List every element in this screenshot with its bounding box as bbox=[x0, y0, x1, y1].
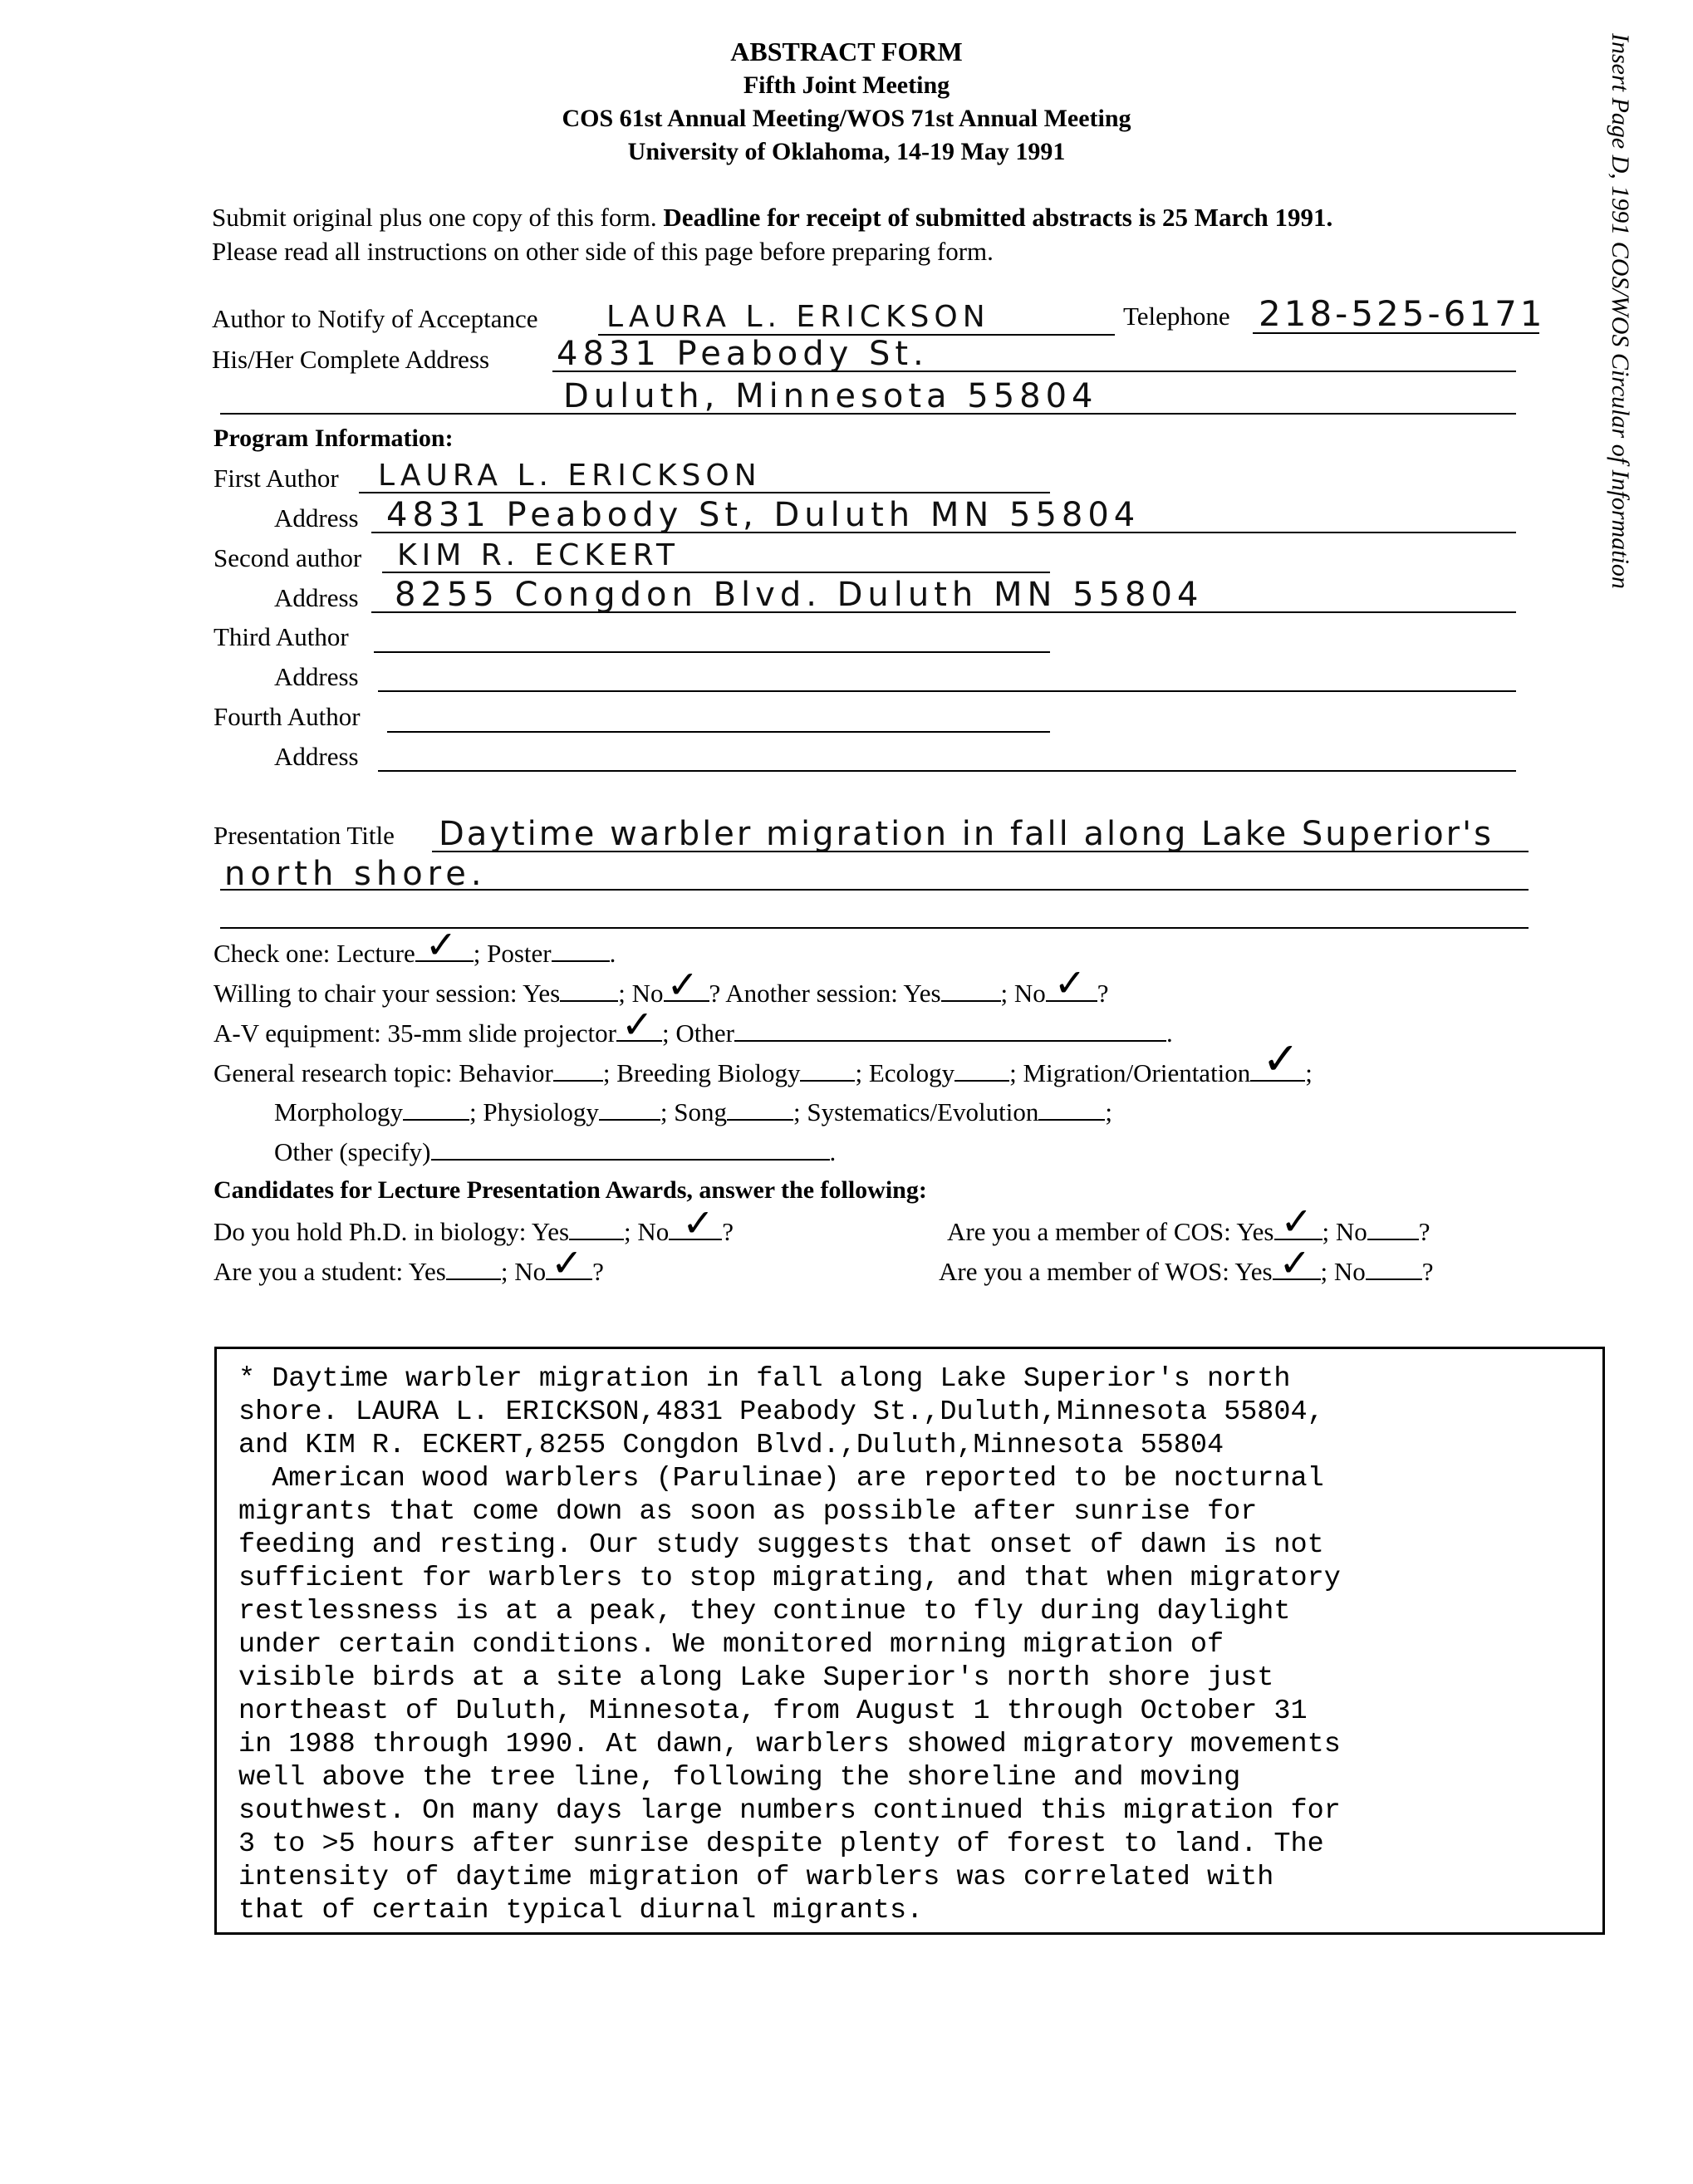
student-label: Are you a student: Yes bbox=[213, 1257, 446, 1286]
wos-no-label: ; No bbox=[1320, 1257, 1366, 1286]
phd-label: Do you hold Ph.D. in biology: Yes bbox=[213, 1217, 570, 1246]
check-one-row bbox=[213, 922, 616, 969]
cos-label: Are you a member of COS: Yes bbox=[947, 1217, 1274, 1246]
wos-yes-field[interactable] bbox=[1273, 1240, 1321, 1285]
side-note: Insert Page D, 1991 COS/WOS Circular of Information bbox=[1607, 33, 1634, 589]
behavior-field[interactable] bbox=[553, 1057, 603, 1082]
migration-field[interactable] bbox=[1250, 1033, 1305, 1085]
author-notify-label: Author to Notify of Acceptance bbox=[212, 304, 538, 333]
wos-qmark: ? bbox=[1421, 1257, 1434, 1286]
phd-qmark: ? bbox=[722, 1217, 734, 1246]
complete-address-value-2: Duluth, Minnesota 55804 bbox=[563, 377, 1098, 415]
cos-yes-field[interactable] bbox=[1274, 1199, 1323, 1244]
student-qmark: ? bbox=[592, 1257, 604, 1286]
abstract-text: * Daytime warbler migration in fall along Lake Superior's north shore. LAURA L. ERICKSON,4831 Peabody St.,Duluth,Minnesota 55804, and KIM R. ECKERT,8255 Congdon Blvd.,Duluth,Minnesota 55804 American wood warblers (Parulinae) are reported to be nocturnal migrants that come down as soon as possible after sunrise for feeding and resting. Our study suggests that onset of dawn is not sufficient for warblers to stop migrating, and that when migratory restlessness is at a peak, they continue to fly during daylight under certain conditions. We monitored morning migration of visible birds at a site along Lake Superior's north shore just northeast of Duluth, Minnesota, from August 1 through October 31 in 1988 through 1990. At dawn, warblers showed migratory movements well above the tree line, following the shoreline and moving southwest. On many days large numbers continued this migration for 3 to >5 hours after sunrise despite plenty of forest to land. The intensity of daytime migration of warblers was correlated with that of certain typical diurnal migrants. bbox=[238, 1363, 1341, 1926]
another-no-label: ; No bbox=[1000, 979, 1046, 1008]
slide-projector-field[interactable] bbox=[616, 1002, 662, 1047]
lecture-field[interactable] bbox=[415, 922, 474, 967]
migration-check: ✓ bbox=[1262, 1033, 1300, 1085]
chair-session-label: Willing to chair your session: Yes bbox=[213, 979, 561, 1008]
chair-row bbox=[213, 960, 1109, 1009]
first-author-label: First Author bbox=[213, 464, 339, 493]
instructions-line-1 bbox=[212, 202, 1332, 233]
third-author-field[interactable] bbox=[374, 651, 1050, 653]
av-other-field[interactable] bbox=[734, 1017, 1166, 1042]
student-no-field[interactable] bbox=[546, 1240, 592, 1285]
second-address-value: 8255 Congdon Blvd. Duluth MN 55804 bbox=[395, 576, 1204, 614]
second-author-value: KIM R. ECKERT bbox=[397, 538, 680, 572]
other-specify-period: . bbox=[829, 1137, 837, 1166]
meeting-location: University of Oklahoma, 14-19 May 1991 bbox=[627, 138, 1066, 165]
student-no-check: ✓ bbox=[551, 1240, 583, 1285]
research-semicolon-2: ; bbox=[1105, 1097, 1112, 1126]
presentation-title-value-1: Daytime warbler migration in fall along Lake Superior's bbox=[439, 815, 1494, 853]
lecture-label: Lecture bbox=[336, 939, 415, 968]
song-field[interactable] bbox=[727, 1096, 793, 1121]
presentation-title-field-3[interactable] bbox=[220, 927, 1529, 929]
instructions-submit: Submit original plus one copy of this form. bbox=[212, 203, 657, 232]
av-equipment-label: A-V equipment: 35-mm slide projector bbox=[213, 1018, 616, 1048]
song-label: ; Song bbox=[660, 1097, 728, 1126]
phd-no-check: ✓ bbox=[682, 1200, 714, 1245]
another-no-check: ✓ bbox=[1053, 960, 1087, 1005]
second-address-label: Address bbox=[274, 583, 359, 612]
program-heading-text: Program Information: bbox=[213, 425, 454, 452]
first-address-value: 4831 Peabody St, Duluth MN 55804 bbox=[386, 496, 1141, 534]
av-other-label: ; Other bbox=[662, 1018, 734, 1048]
breeding-label: ; Breeding Biology bbox=[602, 1058, 801, 1087]
telephone-label: Telephone bbox=[1123, 302, 1230, 331]
ecology-field[interactable] bbox=[954, 1057, 1009, 1082]
student-no-label: ; No bbox=[500, 1257, 547, 1286]
first-author-value: LAURA L. ERICKSON bbox=[378, 459, 762, 493]
systematics-label: ; Systematics/Evolution bbox=[793, 1097, 1039, 1126]
author-notify-value: LAURA L. ERICKSON bbox=[606, 300, 990, 334]
ecology-label: ; Ecology bbox=[855, 1058, 955, 1087]
other-specify-row bbox=[274, 1136, 836, 1167]
wos-label: Are you a member of WOS: Yes bbox=[939, 1257, 1273, 1286]
av-row bbox=[213, 1002, 1173, 1048]
other-specify-label: Other (specify) bbox=[274, 1137, 431, 1166]
third-address-label: Address bbox=[274, 662, 359, 691]
awards-heading bbox=[213, 1175, 927, 1205]
cos-yes-check: ✓ bbox=[1280, 1199, 1313, 1244]
chair-no-field[interactable] bbox=[664, 962, 709, 1007]
third-address-field[interactable] bbox=[378, 690, 1516, 692]
form-title: ABSTRACT FORM bbox=[730, 37, 963, 66]
complete-address-value-1: 4831 Peabody St. bbox=[557, 335, 929, 373]
chair-no-check: ✓ bbox=[666, 962, 699, 1007]
chair-no-label: ; No bbox=[618, 979, 664, 1008]
slide-projector-check: ✓ bbox=[621, 1002, 654, 1047]
fourth-author-field[interactable] bbox=[387, 731, 1050, 733]
student-yes-field[interactable] bbox=[446, 1255, 501, 1280]
other-specify-field[interactable] bbox=[431, 1136, 830, 1161]
fourth-address-label: Address bbox=[274, 742, 359, 771]
cos-qmark: ? bbox=[1418, 1217, 1430, 1246]
cos-row bbox=[947, 1199, 1430, 1247]
fourth-address-field[interactable] bbox=[378, 770, 1516, 772]
form-subtitle: Fifth Joint Meeting bbox=[743, 71, 950, 99]
fourth-author-label: Fourth Author bbox=[213, 702, 361, 731]
research-topic-label: General research topic: Behavior bbox=[213, 1058, 553, 1087]
cos-no-field[interactable] bbox=[1367, 1215, 1419, 1240]
poster-field[interactable] bbox=[552, 937, 610, 962]
another-session-label: ? Another session: Yes bbox=[709, 979, 941, 1008]
lecture-check: ✓ bbox=[424, 922, 458, 967]
phd-no-field[interactable] bbox=[669, 1200, 722, 1245]
presentation-title-label: Presentation Title bbox=[213, 821, 395, 850]
program-heading bbox=[213, 424, 454, 454]
first-address-label: Address bbox=[274, 503, 359, 533]
third-author-label: Third Author bbox=[213, 622, 349, 651]
check-one-label: Check one: bbox=[213, 939, 331, 968]
awards-heading-text: Candidates for Lecture Presentation Awards, answer the following: bbox=[213, 1176, 927, 1204]
phd-row bbox=[213, 1200, 734, 1247]
meeting-name: COS 61st Annual Meeting/WOS 71st Annual Meeting bbox=[562, 105, 1131, 132]
wos-no-field[interactable] bbox=[1366, 1255, 1422, 1280]
cos-no-label: ; No bbox=[1322, 1217, 1367, 1246]
physiology-field[interactable] bbox=[599, 1096, 660, 1121]
research-topic-row-2 bbox=[274, 1096, 1112, 1127]
check-one-period: . bbox=[609, 939, 616, 968]
morphology-label: Morphology bbox=[274, 1097, 403, 1126]
phd-no-label: ; No bbox=[624, 1217, 670, 1246]
another-yes-field[interactable] bbox=[941, 977, 1001, 1002]
physiology-label: ; Physiology bbox=[469, 1097, 599, 1126]
research-semicolon: ; bbox=[1305, 1058, 1313, 1087]
instructions-deadline: Deadline for receipt of submitted abstracts is 25 March 1991. bbox=[663, 203, 1333, 232]
instructions-line-2: Please read all instructions on other side of this page before preparing form. bbox=[212, 237, 994, 266]
presentation-title-value-2: north shore. bbox=[224, 855, 487, 893]
student-row bbox=[213, 1240, 604, 1287]
chair-qmark: ? bbox=[1097, 979, 1109, 1008]
breeding-field[interactable] bbox=[800, 1057, 855, 1082]
morphology-field[interactable] bbox=[403, 1096, 469, 1121]
wos-row bbox=[939, 1240, 1434, 1287]
av-period: . bbox=[1165, 1018, 1173, 1048]
poster-label: ; Poster bbox=[473, 939, 552, 968]
systematics-field[interactable] bbox=[1038, 1096, 1105, 1121]
complete-address-label: His/Her Complete Address bbox=[212, 345, 490, 374]
another-no-field[interactable] bbox=[1046, 960, 1097, 1005]
second-author-label: Second author bbox=[213, 543, 362, 572]
telephone-value: 218-525-6171 bbox=[1259, 293, 1546, 334]
chair-yes-field[interactable] bbox=[560, 977, 618, 1002]
phd-yes-field[interactable] bbox=[569, 1215, 624, 1240]
wos-yes-check: ✓ bbox=[1278, 1240, 1312, 1285]
migration-label: ; Migration/Orientation bbox=[1009, 1058, 1251, 1087]
